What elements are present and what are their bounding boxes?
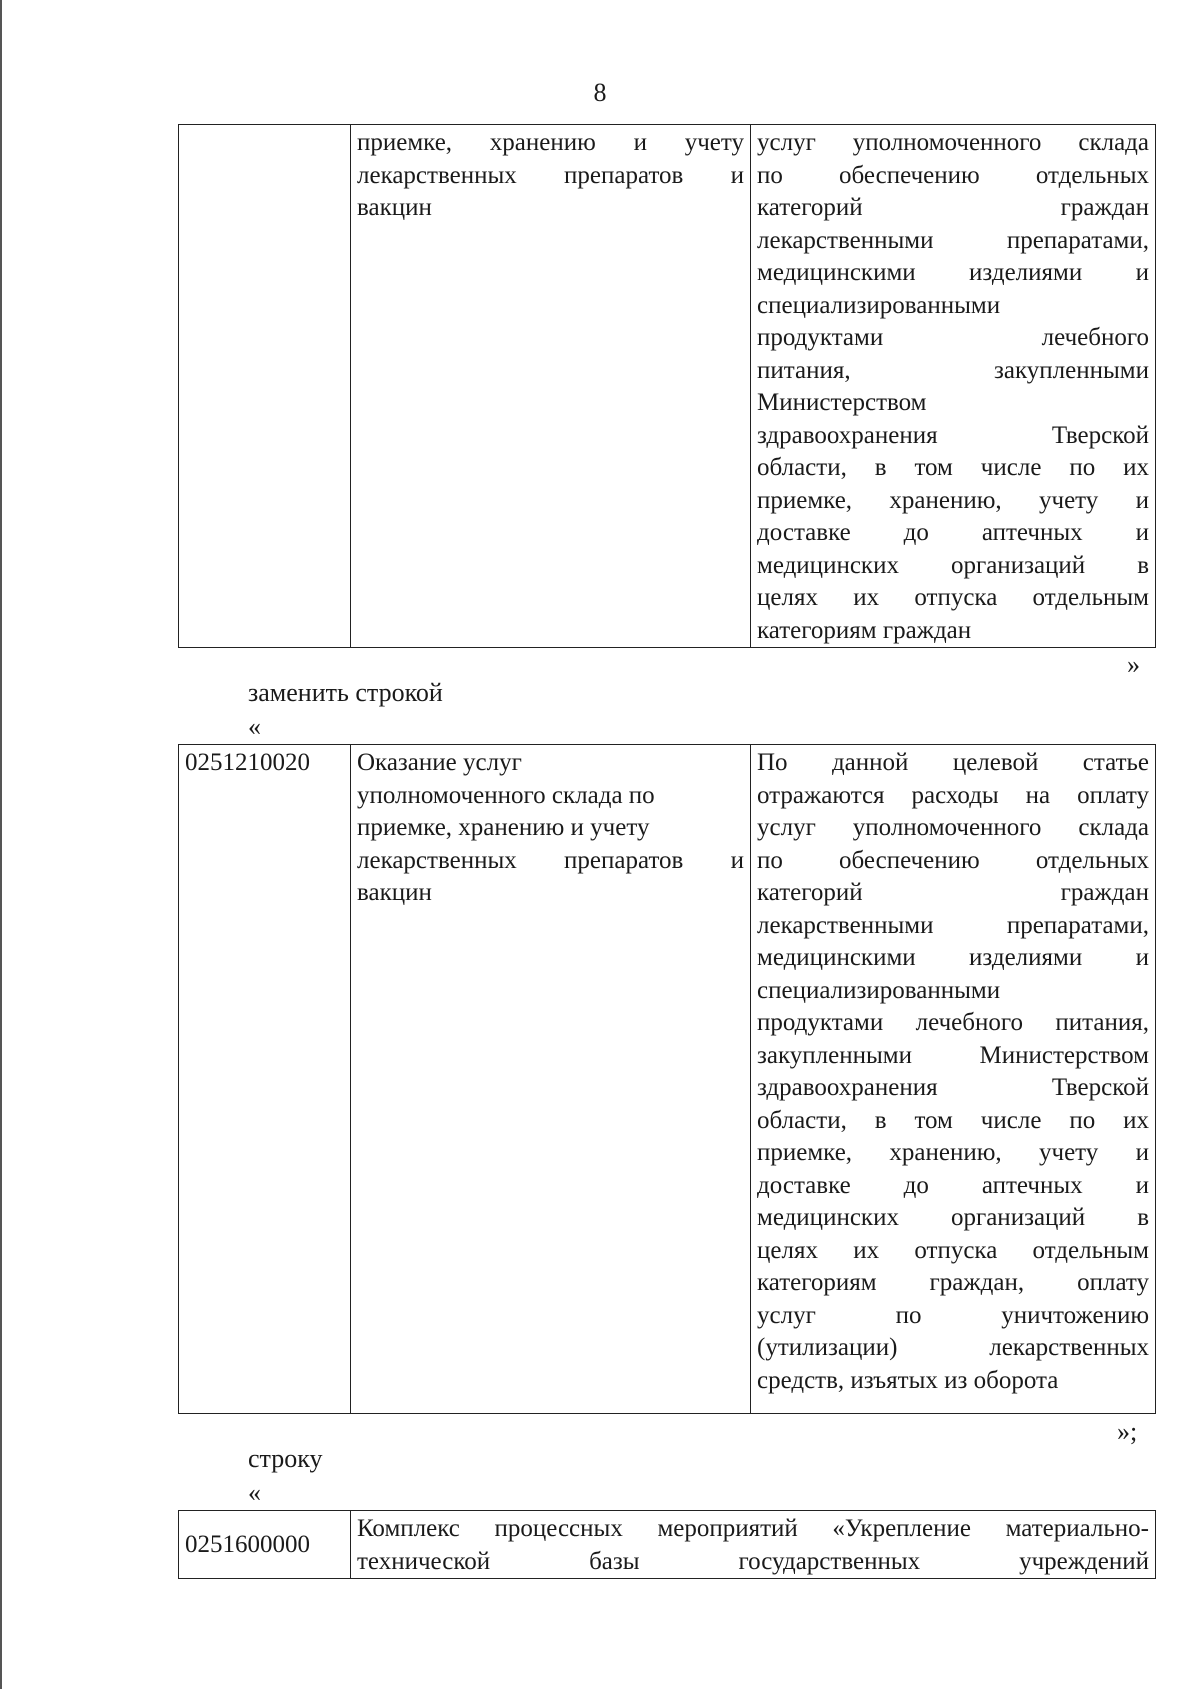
text-line: средств, изъятых из оборота <box>757 1366 1059 1394</box>
text-line: технической базы государственных учреждений <box>357 1547 1149 1575</box>
text-line: категорий граждан <box>757 879 1149 906</box>
text-line: По данной целевой статье <box>757 749 1149 776</box>
table-next-row <box>178 1510 1156 1579</box>
text-line: по обеспечению отдельных <box>757 846 1149 874</box>
text-line: медицинских организаций в <box>757 1204 1149 1231</box>
text-line: доставке до аптечных и <box>757 519 1149 546</box>
text-line: (утилизации) лекарственных <box>757 1334 1149 1361</box>
scan-margin-line <box>0 0 2 1689</box>
text-line: Министерством <box>757 389 927 416</box>
text-line: питания, закупленными <box>757 356 1149 384</box>
text-line: вакцин <box>357 879 432 906</box>
code-cell: 0251600000 <box>179 1511 351 1579</box>
text-line: здравоохранения Тверской <box>757 421 1149 449</box>
description-text <box>757 747 1149 1397</box>
text-line: целях их отпуска отдельным <box>757 584 1149 611</box>
name-text <box>357 127 744 225</box>
description-text <box>757 127 1149 647</box>
text-line: доставке до аптечных и <box>757 1171 1149 1199</box>
name-cell <box>351 125 751 648</box>
table-row <box>179 125 1156 648</box>
text-line: лекарственными препаратами, <box>757 911 1149 939</box>
text-line: области, в том числе по их <box>757 454 1149 481</box>
text-line: Оказание услуг <box>357 749 522 776</box>
description-text <box>357 1513 1149 1578</box>
text-line: медицинскими изделиями и <box>757 944 1149 971</box>
text-line: услуг уполномоченного склада <box>757 814 1149 841</box>
text-line: приемке, хранению и учету <box>357 129 744 156</box>
text-line: приемке, хранению, учету и <box>757 486 1149 514</box>
description-cell <box>351 1511 1156 1579</box>
table-row <box>179 1511 1156 1579</box>
code-cell <box>179 125 351 648</box>
text-line: области, в том числе по их <box>757 1106 1149 1134</box>
text-line: целях их отпуска отдельным <box>757 1236 1149 1264</box>
text-line: приемке, хранению и учету <box>357 814 650 841</box>
text-line: медицинских организаций в <box>757 551 1149 579</box>
text-line: здравоохранения Тверской <box>757 1074 1149 1101</box>
text-line: специализированными <box>757 291 1001 319</box>
text-line: приемке, хранению, учету и <box>757 1139 1149 1166</box>
name-text <box>357 747 744 910</box>
text-line: по обеспечению отдельных <box>757 161 1149 189</box>
row-instruction: строку <box>248 1444 323 1473</box>
table-row <box>179 745 1156 1414</box>
code-cell: 0251210020 <box>179 745 351 1414</box>
table-continued-row <box>178 124 1156 648</box>
text-line: Комплекс процессных мероприятий «Укрепление материально- <box>357 1515 1149 1542</box>
text-line: лекарственных препаратов и <box>357 161 744 189</box>
text-line: продуктами лечебного питания, <box>757 1009 1149 1036</box>
table-replacement-row <box>178 744 1156 1414</box>
text-line: лекарственных препаратов и <box>357 846 744 874</box>
description-cell <box>751 745 1156 1414</box>
opening-quote: « <box>248 1478 261 1507</box>
closing-quote: »; <box>1117 1417 1138 1446</box>
text-line: отражаются расходы на оплату <box>757 781 1149 809</box>
text-line: лекарственными препаратами, <box>757 226 1149 254</box>
text-line: категориям граждан, оплату <box>757 1269 1149 1296</box>
closing-quote: » <box>1127 650 1140 679</box>
text-line: продуктами лечебного <box>757 324 1149 351</box>
page-number: 8 <box>593 78 607 107</box>
text-line: закупленными Министерством <box>757 1041 1149 1069</box>
text-line: медицинскими изделиями и <box>757 259 1149 286</box>
opening-quote: « <box>248 712 261 741</box>
text-line: вакцин <box>357 194 432 221</box>
text-line: услуг уполномоченного склада <box>757 129 1149 156</box>
text-line: уполномоченного склада по <box>357 781 655 809</box>
name-cell <box>351 745 751 1414</box>
text-line: категориям граждан <box>757 616 972 644</box>
replace-instruction: заменить строкой <box>248 678 443 707</box>
text-line: специализированными <box>757 976 1001 1004</box>
description-cell <box>751 125 1156 648</box>
text-line: услуг по уничтожению <box>757 1301 1149 1329</box>
text-line: категорий граждан <box>757 194 1149 221</box>
